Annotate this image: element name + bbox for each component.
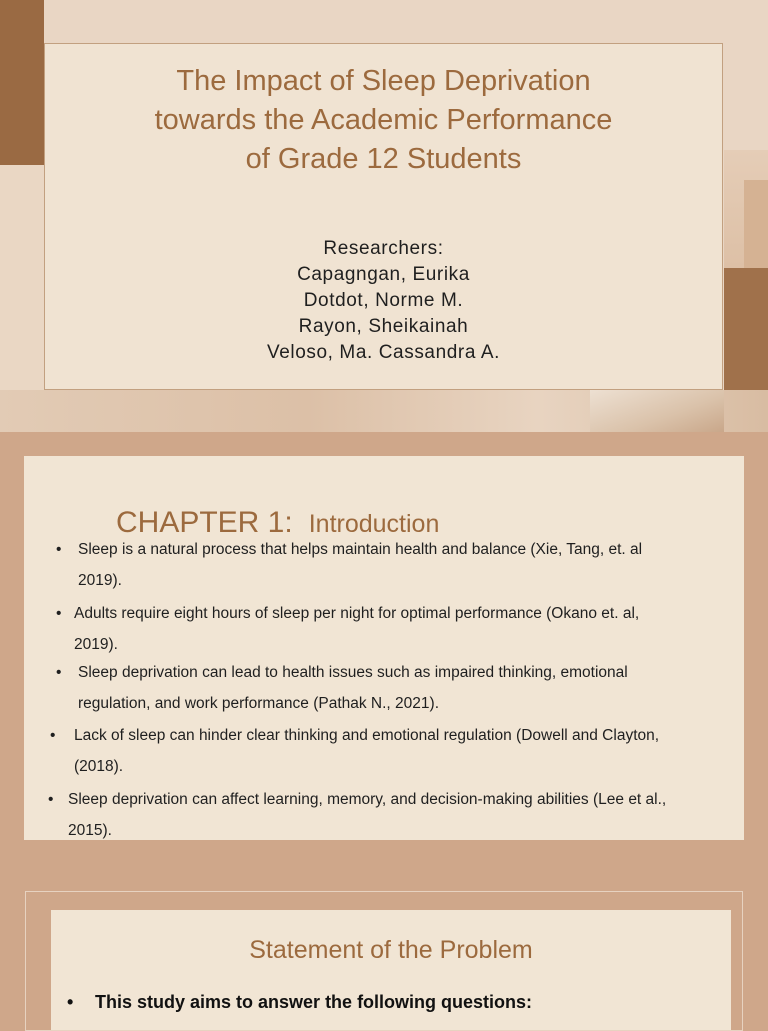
- bullet-item: [56, 534, 718, 596]
- bullet-item: [56, 598, 734, 660]
- bullet-item: [67, 992, 533, 1013]
- researchers-list: [45, 236, 722, 366]
- introduction-slide: [0, 432, 768, 862]
- chapter-number: CHAPTER 1:: [116, 506, 293, 539]
- title-card: [44, 43, 723, 390]
- chapter-title: Introduction: [308, 510, 440, 538]
- decorative-block: [590, 390, 724, 432]
- introduction-card: [24, 456, 744, 840]
- bullet-text: 2019).: [74, 636, 118, 653]
- bullet-text: Adults require eight hours of sleep per night for optimal performance (Okano et. al,: [74, 605, 640, 622]
- bullet-text: Sleep is a natural process that helps maintain health and balance (Xie, Tang, et. al: [78, 541, 643, 558]
- bullet-dot: •: [50, 727, 56, 744]
- researcher-name: Capagngan, Eurika: [297, 264, 470, 285]
- bullet-text: Sleep deprivation can affect learning, memory, and decision-making abilities (Lee et al.,: [68, 791, 667, 808]
- researchers-label: Researchers:: [323, 238, 444, 259]
- bullet-text: Sleep deprivation can lead to health issues such as impaired thinking, emotional: [78, 664, 628, 681]
- bullet-dot: •: [67, 992, 74, 1012]
- decorative-block: [744, 180, 768, 268]
- bullet-item: [50, 720, 744, 782]
- bullet-text: (2018).: [74, 758, 124, 775]
- bullet-item: [48, 784, 744, 846]
- bullet-dot: •: [48, 791, 54, 808]
- bullet-text: Lack of sleep can hinder clear thinking and emotional regulation (Dowell and Clayton,: [74, 727, 660, 744]
- title-line: of Grade 12 Students: [245, 143, 522, 175]
- bullet-dot: •: [56, 541, 62, 558]
- researcher-name: Dotdot, Norme M.: [303, 290, 464, 311]
- bullet-text: 2015).: [68, 822, 112, 839]
- researcher-name: Rayon, Sheikainah: [298, 316, 469, 337]
- bullet-dot: •: [56, 605, 62, 622]
- presentation-title: [45, 62, 722, 179]
- bullet-text: regulation, and work performance (Pathak N., 2021).: [78, 695, 439, 712]
- researcher-name: Veloso, Ma. Cassandra A.: [266, 342, 501, 363]
- problem-statement-card: [51, 910, 731, 1030]
- title-line: towards the Academic Performance: [154, 104, 613, 136]
- slide-heading: Statement of the Problem: [249, 936, 533, 964]
- bullet-text: 2019).: [78, 572, 122, 589]
- bullet-item: [56, 657, 718, 719]
- problem-statement-slide: [0, 862, 768, 1024]
- bullet-text: This study aims to answer the following questions:: [95, 992, 533, 1012]
- decorative-block: [0, 165, 44, 390]
- decorative-block: [0, 0, 44, 165]
- title-slide: [0, 0, 768, 432]
- bullet-dot: •: [56, 664, 62, 681]
- title-line: The Impact of Sleep Deprivation: [176, 65, 591, 97]
